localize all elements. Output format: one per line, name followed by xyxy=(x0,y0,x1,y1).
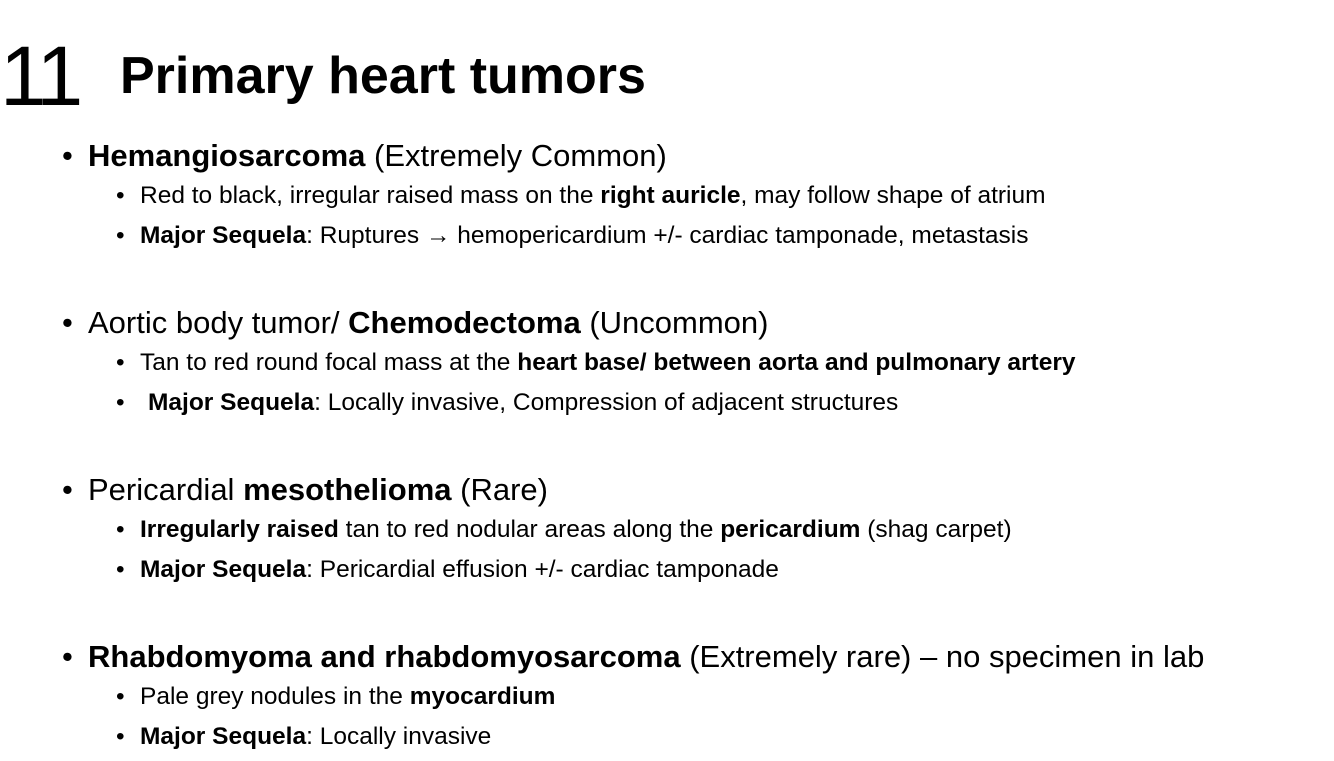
tumor-name-prefix: Aortic body tumor/ xyxy=(88,305,349,340)
bullet-icon: • xyxy=(116,182,125,209)
bullet-description xyxy=(116,510,1332,550)
tumor-name-prefix: Pericardial xyxy=(88,472,244,507)
sequela-text: : Locally invasive, Compression of adjacent structures xyxy=(314,389,899,416)
tumor-frequency: (Uncommon) xyxy=(580,305,769,340)
description-text-after: (shag carpet) xyxy=(860,516,1012,543)
bullet-icon: • xyxy=(62,472,73,507)
bullet-sequela xyxy=(116,550,1332,590)
description-text-after: , may follow shape of atrium xyxy=(740,182,1046,209)
description-text: Red to black, irregular raised mass on the xyxy=(140,182,601,209)
sequela-label: Major Sequela xyxy=(140,556,307,583)
tumor-frequency: (Extremely Common) xyxy=(365,138,667,173)
tumor-section-rhabdomyoma xyxy=(62,637,1332,757)
tumor-section-chemodectoma xyxy=(62,303,1332,423)
description-bold: pericardium xyxy=(720,516,861,543)
bullet-icon: • xyxy=(116,683,125,710)
tumor-name: Hemangiosarcoma xyxy=(88,138,366,173)
bullet-sequela xyxy=(116,717,1332,757)
tumor-name: Rhabdomyoma and rhabdomyosarcoma xyxy=(88,639,681,674)
sequela-text: : Pericardial effusion +/- cardiac tamponade xyxy=(306,556,779,583)
sequela-label: Major Sequela xyxy=(148,389,315,416)
description-bold: right auricle xyxy=(600,182,741,209)
description-bold: myocardium xyxy=(409,683,556,710)
tumor-name: mesothelioma xyxy=(243,472,452,507)
bullet-icon: • xyxy=(116,723,125,750)
bullet-icon: • xyxy=(116,349,125,376)
slide-title: Primary heart tumors xyxy=(120,47,646,105)
description-text: tan to red nodular areas along the xyxy=(338,516,721,543)
bullet-icon: • xyxy=(116,556,125,583)
sequela-text: : Ruptures → hemopericardium +/- cardiac tamponade, metastasis xyxy=(306,222,1029,249)
sequela-label: Major Sequela xyxy=(140,222,307,249)
tumor-section-mesothelioma xyxy=(62,470,1332,590)
bullet-sequela xyxy=(116,383,1332,423)
description-text: Tan to red round focal mass at the xyxy=(140,349,518,376)
bullet-icon: • xyxy=(62,639,73,674)
sequela-label: Major Sequela xyxy=(140,723,307,750)
bullet-description xyxy=(116,176,1332,216)
tumor-frequency: (Rare) xyxy=(451,472,548,507)
bullet-description xyxy=(116,343,1332,383)
description-text: Pale grey nodules in the xyxy=(140,683,410,710)
bullet-icon: • xyxy=(116,222,125,249)
bullet-description xyxy=(116,677,1332,717)
bullet-sequela xyxy=(116,216,1332,256)
bullet-icon: • xyxy=(62,305,73,340)
sequela-text: : Locally invasive xyxy=(306,723,492,750)
slide-number: 11 xyxy=(0,29,80,123)
bullet-main xyxy=(62,637,1332,677)
bullet-icon: • xyxy=(116,389,125,416)
bullet-main xyxy=(62,303,1332,343)
bullet-icon: • xyxy=(116,516,125,543)
tumor-frequency: (Extremely rare) – no specimen in lab xyxy=(680,639,1205,674)
bullet-main xyxy=(62,136,1332,176)
bullet-icon: • xyxy=(62,138,73,173)
description-bold: heart base/ between aorta and pulmonary artery xyxy=(517,349,1076,376)
bullet-main xyxy=(62,470,1332,510)
description-bold-lead: Irregularly raised xyxy=(140,516,339,543)
tumor-name: Chemodectoma xyxy=(348,305,581,340)
tumor-section-hemangiosarcoma xyxy=(62,136,1332,256)
